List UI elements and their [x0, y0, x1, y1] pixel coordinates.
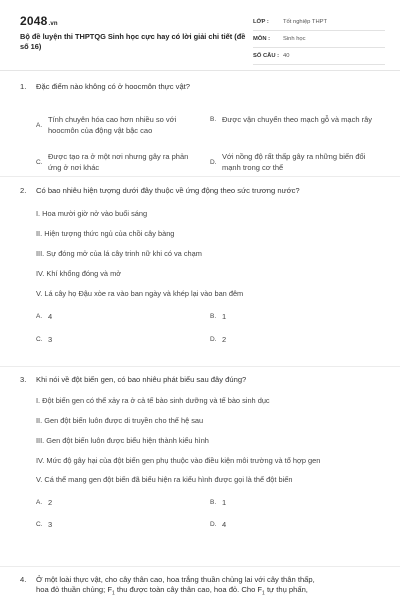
statement: III. Gen đột biến luôn được biểu hiện thành kiểu hình	[36, 436, 209, 445]
question-number: 4.	[20, 575, 27, 584]
statement: IV. Mức độ gây hại của đột biến gen phụ thuộc vào điều kiện môi trường và tổ hợp gen	[36, 456, 321, 465]
option-text: 2	[222, 335, 227, 344]
statement: V. Lá cây họ Đậu xòe ra vào ban ngày và khép lại vào ban đêm	[36, 289, 244, 298]
option-text: 3	[48, 520, 53, 529]
site-logo[interactable]: 2048.vn	[20, 14, 58, 28]
option-letter: D.	[210, 158, 217, 166]
question-4	[20, 575, 380, 599]
option-a[interactable]	[36, 311, 196, 322]
option-d[interactable]	[210, 334, 382, 345]
statement: I. Hoa mười giờ nở vào buổi sáng	[36, 209, 148, 218]
question-text: Khi nói về đột biến gen, có bao nhiêu phát biểu sau đây đúng?	[36, 375, 247, 384]
meta-row-count	[253, 48, 385, 65]
question-number: 1.	[20, 82, 27, 91]
meta-key: LỚP :	[253, 19, 269, 25]
meta-value: 40	[283, 53, 290, 59]
option-text: Được tạo ra ở một nơi nhưng gây ra phản ứng ở nơi khác	[48, 152, 189, 172]
statement: I. Đột biến gen có thể xảy ra ở cả tế bào sinh dưỡng và tế bào sinh dục	[36, 396, 270, 405]
statement: IV. Khí khổng đóng và mở	[36, 269, 122, 278]
option-text: 4	[222, 520, 227, 529]
option-letter: A.	[36, 313, 43, 320]
question-divider	[0, 566, 400, 567]
option-text: 1	[222, 312, 227, 321]
document-title: Bộ đề luyện thi THPTQG Sinh học cực hay có lời giải chi tiết (đề số 16)	[20, 32, 246, 51]
meta-key: SỐ CÂU :	[253, 53, 280, 59]
option-letter: C.	[36, 521, 43, 528]
option-b[interactable]	[210, 114, 382, 125]
meta-row-subject	[253, 31, 385, 48]
option-text: Với nồng độ rất thấp gây ra những biến đổi mạnh trong cơ thể	[222, 152, 366, 172]
option-text: 1	[222, 498, 227, 507]
meta-value: Sinh học	[283, 36, 306, 42]
option-letter: D.	[210, 521, 217, 528]
option-text: Tính chuyên hóa cao hơn nhiều so với hoocmôn của động vật bậc cao	[48, 115, 177, 135]
option-a[interactable]	[36, 114, 196, 136]
question-divider	[0, 366, 400, 367]
question-number: 3.	[20, 375, 27, 384]
question-text: Có bao nhiêu hiện tượng dưới đây thuộc về ứng động theo sức trương nước?	[36, 186, 300, 195]
question-3	[20, 375, 380, 541]
option-d[interactable]	[210, 151, 382, 173]
statement: II. Hiện tượng thức ngủ của chồi cây bàng	[36, 229, 175, 238]
document-header	[0, 0, 400, 66]
option-text: 3	[48, 335, 53, 344]
option-c[interactable]	[36, 334, 196, 345]
statement: III. Sự đóng mở của lá cây trinh nữ khi có va chạm	[36, 249, 202, 258]
statement: II. Gen đột biến luôn được di truyền cho thế hệ sau	[36, 416, 204, 425]
question-2	[20, 186, 380, 355]
option-letter: A.	[36, 121, 43, 129]
option-text: 2	[48, 498, 53, 507]
option-letter: C.	[36, 336, 43, 343]
option-c[interactable]	[36, 151, 196, 173]
option-letter: B.	[210, 499, 217, 506]
option-b[interactable]	[210, 311, 382, 322]
meta-key: MÔN :	[253, 36, 271, 42]
question-text: Ở một loài thực vật, cho cây thân cao, hoa trắng thuần chủng lai với cây thân thấp, hoa đỏ thuần chủng; $F_1$ thu được toàn cây thân cao, hoa đỏ. Cho $F_1$ tự thụ phấn,	[36, 575, 315, 597]
question-1	[20, 82, 380, 172]
question-text: Đặc điểm nào không có ở hoocmôn thực vật?	[36, 82, 191, 91]
option-letter: A.	[36, 499, 43, 506]
option-d[interactable]	[210, 519, 382, 530]
option-b[interactable]	[210, 497, 382, 508]
question-number: 2.	[20, 186, 27, 195]
option-letter: C.	[36, 158, 43, 166]
header-divider	[0, 70, 400, 71]
option-text: 4	[48, 312, 53, 321]
option-c[interactable]	[36, 519, 196, 530]
statement: V. Cá thể mang gen đột biến đã biểu hiện ra kiểu hình được gọi là thể đột biến	[36, 475, 293, 484]
meta-value: Tốt nghiệp THPT	[283, 19, 328, 25]
meta-row-class	[253, 14, 385, 31]
document-meta	[253, 14, 385, 65]
option-a[interactable]	[36, 497, 196, 508]
option-letter: D.	[210, 336, 217, 343]
question-divider	[0, 176, 400, 177]
option-letter: B.	[210, 313, 217, 320]
option-text: Được vận chuyển theo mạch gỗ và mạch rây	[222, 115, 373, 124]
option-letter: B.	[210, 116, 217, 123]
